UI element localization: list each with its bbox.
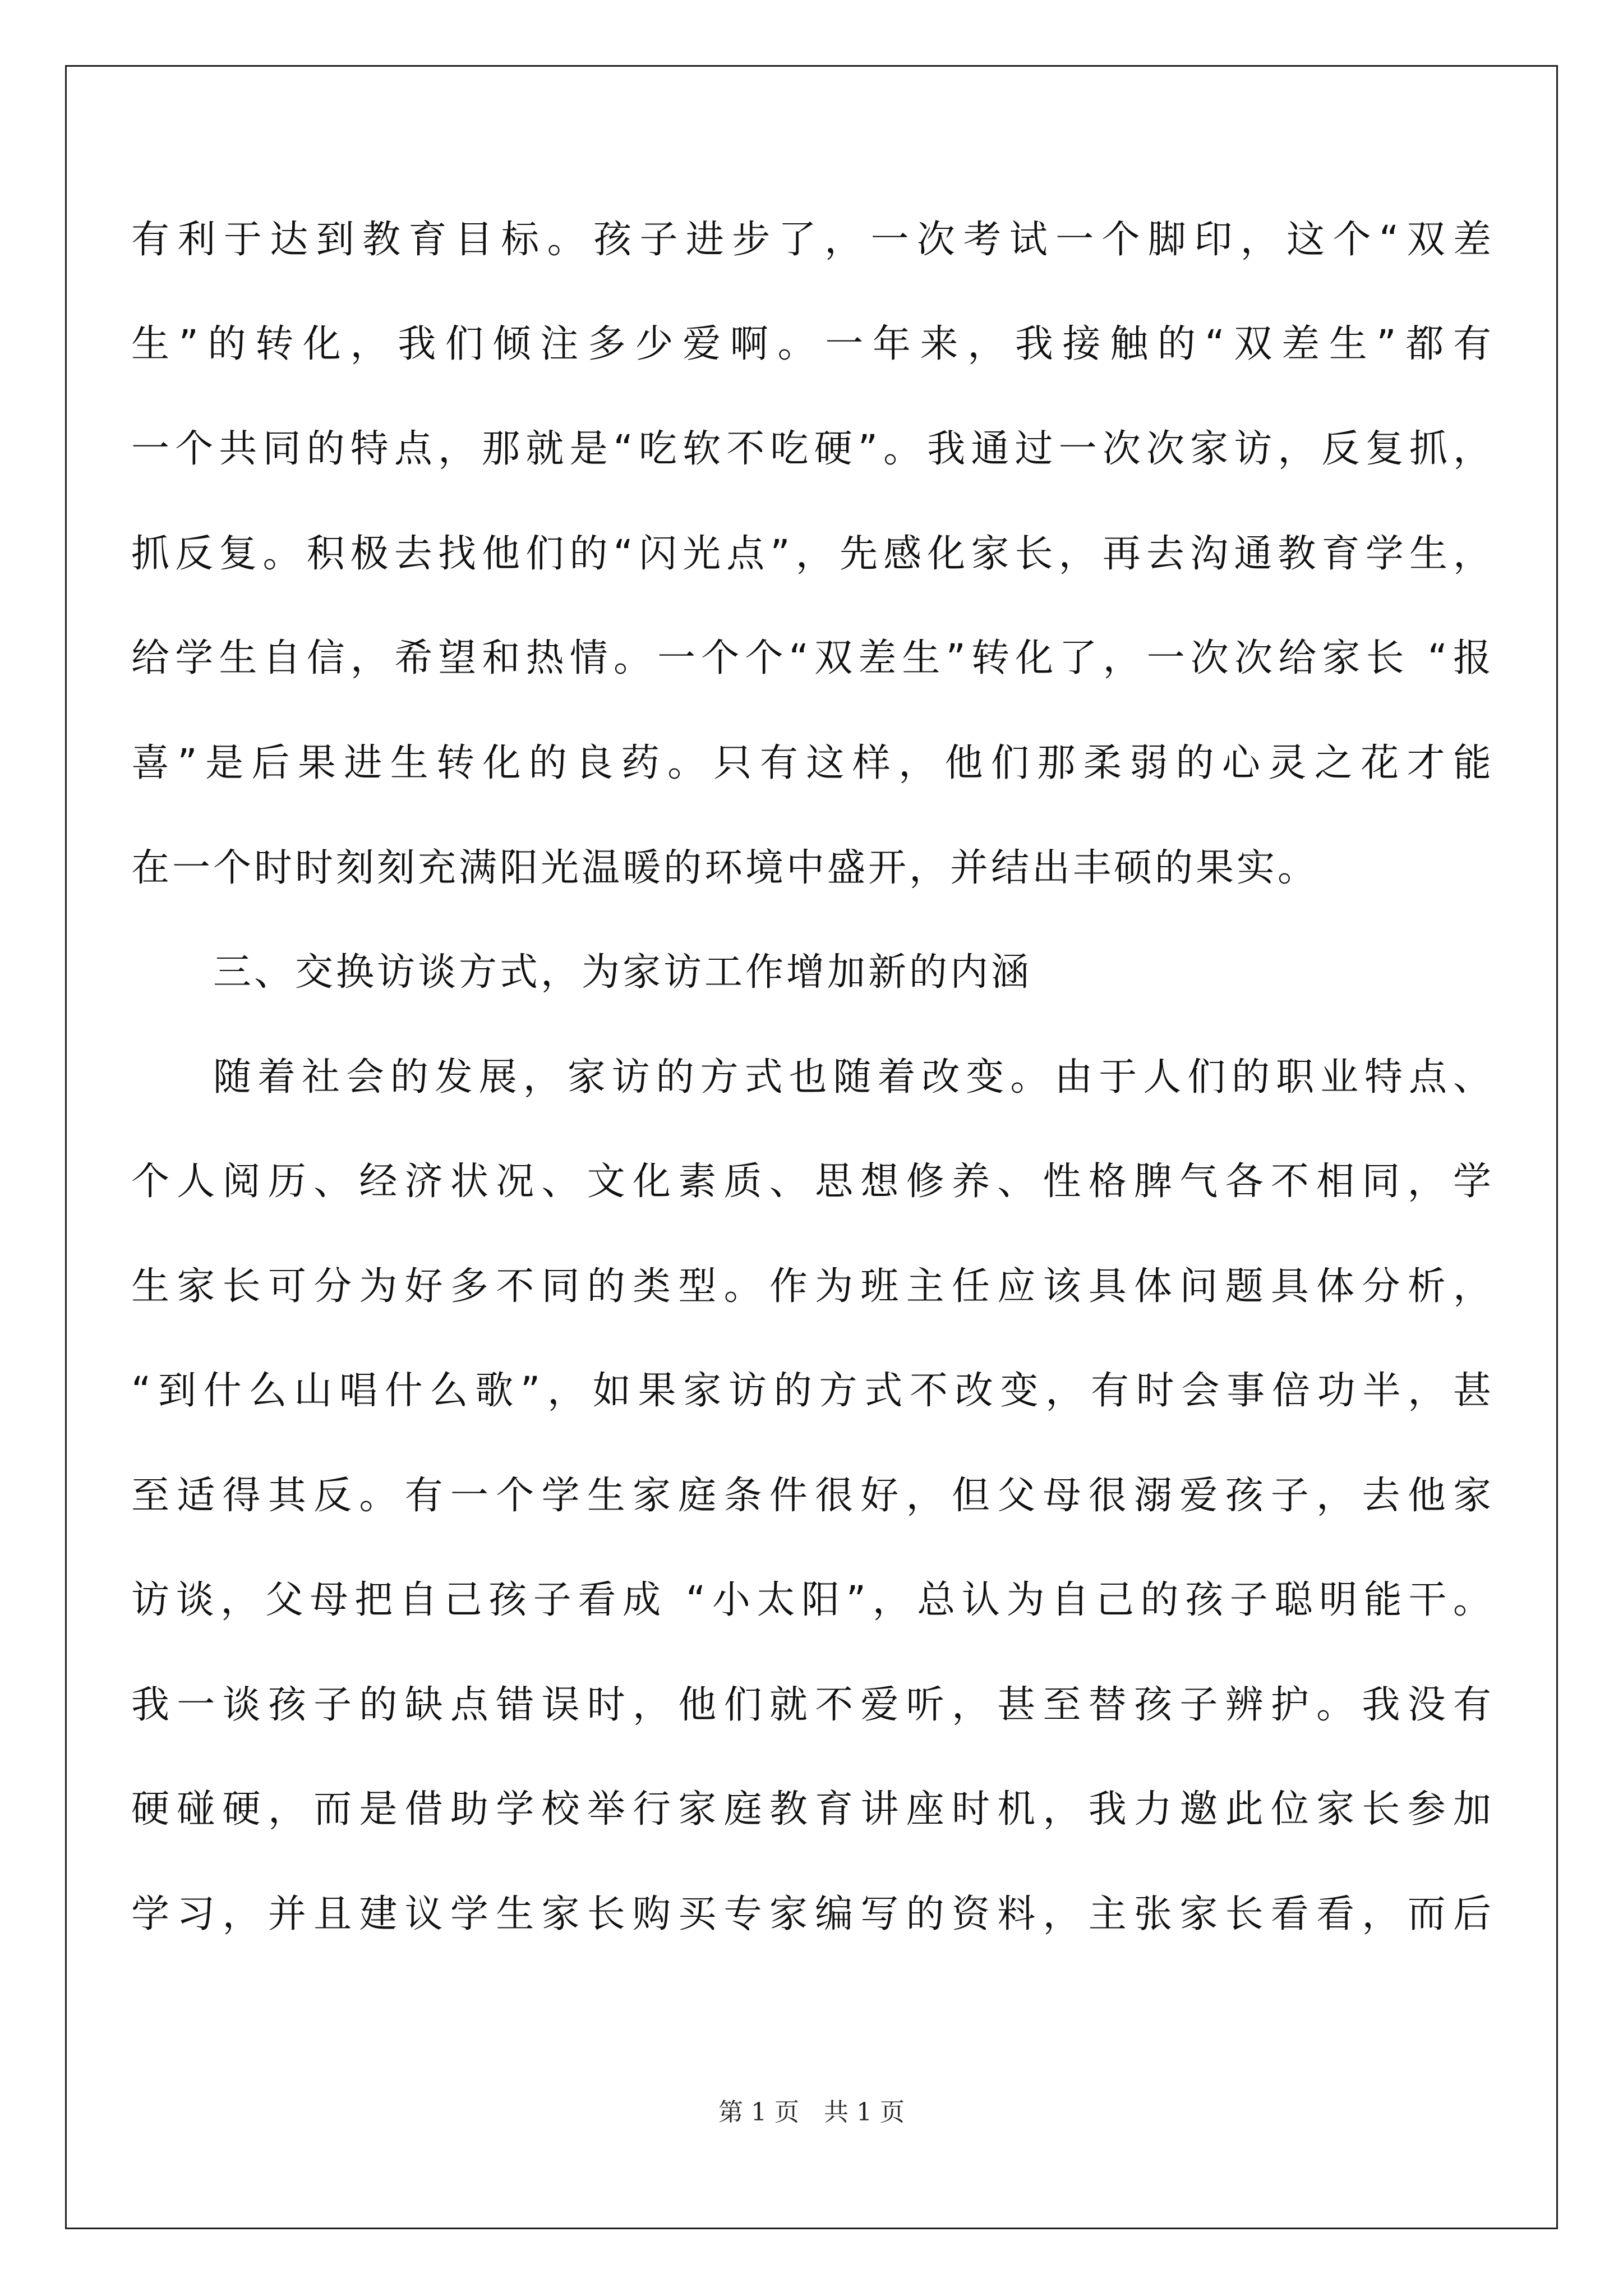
text-line: 抓反复。积极去找他们的“闪光点”，先感化家长，再去沟通教育学生， — [131, 532, 1494, 576]
section-heading: 三、交换访谈方式，为家访工作增加新的内涵 — [213, 950, 1032, 995]
text-line: 一个共同的特点，那就是“吃软不吃硬”。我通过一次次家访，反复抓， — [131, 427, 1494, 471]
text-line: 硬碰硬，而是借助学校举行家庭教育讲座时机，我力邀此位家长参加 — [131, 1787, 1494, 1832]
text-line: 访谈，父母把自己孩子看成 “小太阳”，总认为自己的孩子聪明能干。 — [131, 1578, 1494, 1622]
text-line: 个人阅历、经济状况、文化素质、思想修养、性格脾气各不相同，学 — [131, 1159, 1494, 1204]
text-line: 在一个时时刻刻充满阳光温暖的环境中盛开，并结出丰硕的果实。 — [131, 846, 1319, 890]
text-line: 学习，并且建议学生家长购买专家编写的资料，主张家长看看，而后 — [131, 1892, 1494, 1936]
text-line: 喜”是后果进生转化的良药。只有这样，他们那柔弱的心灵之花才能 — [131, 741, 1494, 785]
text-line: 至适得其反。有一个学生家庭条件很好，但父母很溺爱孩子，去他家 — [131, 1474, 1494, 1518]
text-line: “到什么山唱什么歌”，如果家访的方式不改变，有时会事倍功半，甚 — [131, 1369, 1494, 1413]
text-line: 随着社会的发展，家访的方式也随着改变。由于人们的职业特点、 — [213, 1055, 1494, 1099]
text-line: 生家长可分为好多不同的类型。作为班主任应该具体问题具体分析， — [131, 1264, 1494, 1309]
page-number: 第 1 页 共 1 页 — [718, 2098, 905, 2127]
text-line: 我一谈孩子的缺点错误时，他们就不爱听，甚至替孩子辨护。我没有 — [131, 1683, 1494, 1727]
text-line: 有利于达到教育目标。孩子进步了，一次考试一个脚印，这个“双差 — [131, 218, 1494, 262]
text-line: 生”的转化，我们倾注多少爱啊。一年来，我接触的“双差生”都有 — [131, 322, 1494, 366]
text-line: 给学生自信，希望和热情。一个个“双差生”转化了，一次次给家长 “报 — [131, 636, 1494, 680]
